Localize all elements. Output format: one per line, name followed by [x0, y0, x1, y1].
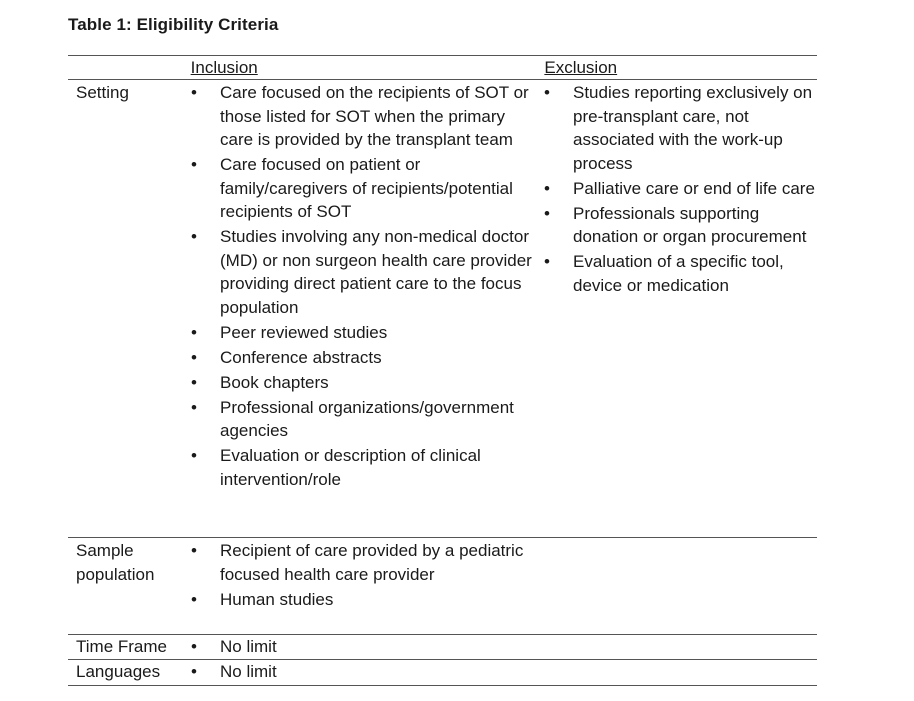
- bullet-icon: •: [191, 83, 197, 102]
- row-label: Languages: [76, 662, 161, 681]
- bullet-icon: •: [191, 397, 197, 417]
- list-item: • Professional organizations/government agencies: [191, 397, 514, 440]
- setting-row: [68, 80, 817, 538]
- bullet-icon: •: [544, 83, 550, 102]
- list-item: • Palliative care or end of life care: [541, 177, 817, 201]
- row-label: Time Frame: [76, 637, 167, 656]
- inclusion-cell: [188, 538, 541, 634]
- header-empty-cell: [68, 56, 187, 79]
- bullet-icon: •: [191, 662, 197, 681]
- eligibility-table: [68, 55, 817, 686]
- list-item: • No limit: [188, 660, 541, 684]
- exclusion-header: Exclusion: [544, 58, 618, 77]
- inclusion-cell: [188, 635, 541, 659]
- header-row: [68, 56, 817, 80]
- exclusion-cell: [541, 635, 817, 659]
- exclusion-cell: [541, 538, 817, 634]
- list-item: • Professionals supporting donation or organ procurement: [544, 203, 807, 246]
- inclusion-cell: [188, 80, 541, 537]
- bullet-icon: •: [191, 541, 197, 560]
- bullet-icon: •: [191, 347, 197, 367]
- bullet-icon: •: [191, 446, 197, 465]
- inclusion-cell: [188, 660, 541, 685]
- bullet-icon: •: [191, 372, 197, 392]
- list-item: • Studies involving any non-medical doctor (MD) or non surgeon health care provider providing direct patient care to the focus population: [191, 227, 532, 317]
- row-label: Setting: [76, 83, 129, 102]
- list-item: • Peer reviewed studies: [188, 321, 541, 345]
- exclusion-cell: [541, 660, 817, 685]
- list-item: • Human studies: [188, 588, 541, 612]
- bullet-icon: •: [191, 589, 197, 609]
- table-caption: Table 1: Eligibility Criteria: [68, 15, 279, 34]
- list-item: • Evaluation of a specific tool, device or medication: [544, 252, 784, 295]
- list-item: • Care focused on the recipients of SOT or those listed for SOT when the primary care is provided by the transplant team: [191, 83, 529, 149]
- exclusion-cell: [541, 80, 817, 537]
- bullet-icon: •: [191, 155, 197, 174]
- list-item: • Evaluation or description of clinical intervention/role: [191, 446, 481, 489]
- sample-population-row: [68, 538, 817, 635]
- list-item: • Conference abstracts: [188, 346, 541, 370]
- list-item: • Book chapters: [188, 371, 541, 395]
- inclusion-header: Inclusion: [190, 58, 258, 77]
- bullet-icon: •: [191, 637, 197, 656]
- list-item: • Studies reporting exclusively on pre-transplant care, not associated with the work-up process: [544, 83, 813, 173]
- list-item: • No limit: [188, 635, 541, 659]
- bullet-icon: •: [544, 178, 550, 198]
- bullet-icon: •: [191, 322, 197, 342]
- bullet-icon: •: [544, 252, 550, 271]
- list-item: • Recipient of care provided by a pediatric focused health care provider: [191, 541, 524, 584]
- row-label: Sample population: [76, 541, 155, 584]
- bullet-icon: •: [544, 203, 550, 223]
- list-item: • Care focused on patient or family/caregivers of recipients/potential recipients of SOT: [191, 155, 513, 221]
- bullet-icon: •: [191, 227, 197, 246]
- time-frame-row: [68, 635, 817, 660]
- languages-row: [68, 660, 817, 686]
